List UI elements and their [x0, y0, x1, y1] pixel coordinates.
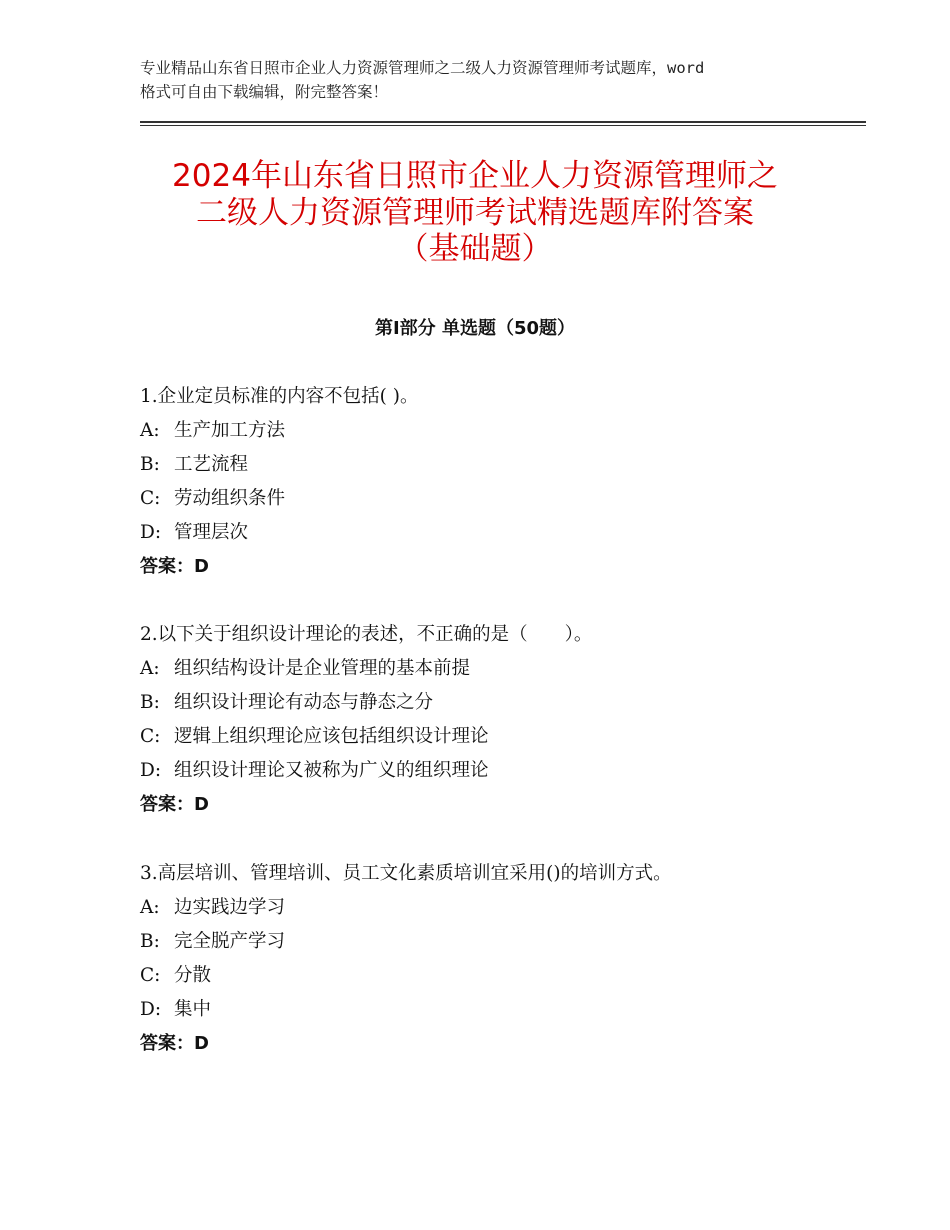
option-key: A:: [140, 420, 160, 441]
question-stem: 1.企业定员标准的内容不包括( )。: [140, 386, 419, 407]
option-c: [140, 720, 860, 754]
option-c: [140, 482, 860, 516]
section-heading: 第Ⅰ部分 单选题（50题）: [374, 318, 575, 339]
option-b: [140, 925, 860, 959]
option-text: 生产加工方法: [174, 420, 286, 441]
option-key: D:: [140, 522, 162, 543]
question-stem: 3.高层培训、管理培训、员工文化素质培训宜采用()的培训方式。: [140, 863, 672, 884]
header-note-line: 专业精品山东省日照市企业人力资源管理师之二级人力资源管理师考试题库，word: [140, 59, 705, 77]
title-line: （基础题）: [397, 231, 553, 267]
question-item: [140, 857, 860, 1061]
header-divider-thin: [140, 125, 866, 126]
option-text: 管理层次: [174, 522, 249, 543]
question-item: [140, 618, 860, 822]
question-stem: 2.以下关于组织设计理论的表述，不正确的是（ ）。: [140, 624, 593, 645]
option-b: [140, 448, 860, 482]
option-key: B:: [140, 692, 160, 713]
option-key: C:: [140, 488, 161, 509]
option-a: [140, 414, 860, 448]
option-key: C:: [140, 726, 161, 747]
question-item: [140, 380, 860, 584]
header-note: [140, 56, 830, 104]
header-note-line: 格式可自由下载编辑，附完整答案！: [140, 83, 389, 101]
option-text: 工艺流程: [174, 454, 249, 475]
title-line: 二级人力资源管理师考试精选题库附答案: [196, 194, 754, 231]
option-text: 组织设计理论又被称为广义的组织理论: [174, 760, 489, 781]
option-a: [140, 652, 860, 686]
option-text: 完全脱产学习: [174, 931, 286, 952]
option-key: A:: [140, 658, 160, 679]
title-line: 2024年山东省日照市企业人力资源管理师之: [172, 158, 778, 194]
answer-label: 答案：D: [140, 1033, 209, 1054]
document-title: [100, 158, 850, 268]
option-text: 劳动组织条件: [174, 488, 286, 509]
option-key: B:: [140, 454, 160, 475]
answer-label: 答案：D: [140, 556, 209, 577]
option-text: 组织设计理论有动态与静态之分: [174, 692, 434, 713]
option-a: [140, 891, 860, 925]
option-d: [140, 516, 860, 550]
option-key: D:: [140, 999, 162, 1020]
option-d: [140, 993, 860, 1027]
option-b: [140, 686, 860, 720]
option-d: [140, 754, 860, 788]
option-text: 逻辑上组织理论应该包括组织设计理论: [174, 726, 489, 747]
option-key: B:: [140, 931, 160, 952]
option-key: A:: [140, 897, 160, 918]
option-key: C:: [140, 965, 161, 986]
option-text: 集中: [174, 999, 212, 1020]
answer-label: 答案：D: [140, 794, 209, 815]
option-text: 组织结构设计是企业管理的基本前提: [174, 658, 471, 679]
option-key: D:: [140, 760, 162, 781]
header-divider-thick: [140, 121, 866, 123]
option-text: 边实践边学习: [174, 897, 286, 918]
option-c: [140, 959, 860, 993]
option-text: 分散: [174, 965, 212, 986]
